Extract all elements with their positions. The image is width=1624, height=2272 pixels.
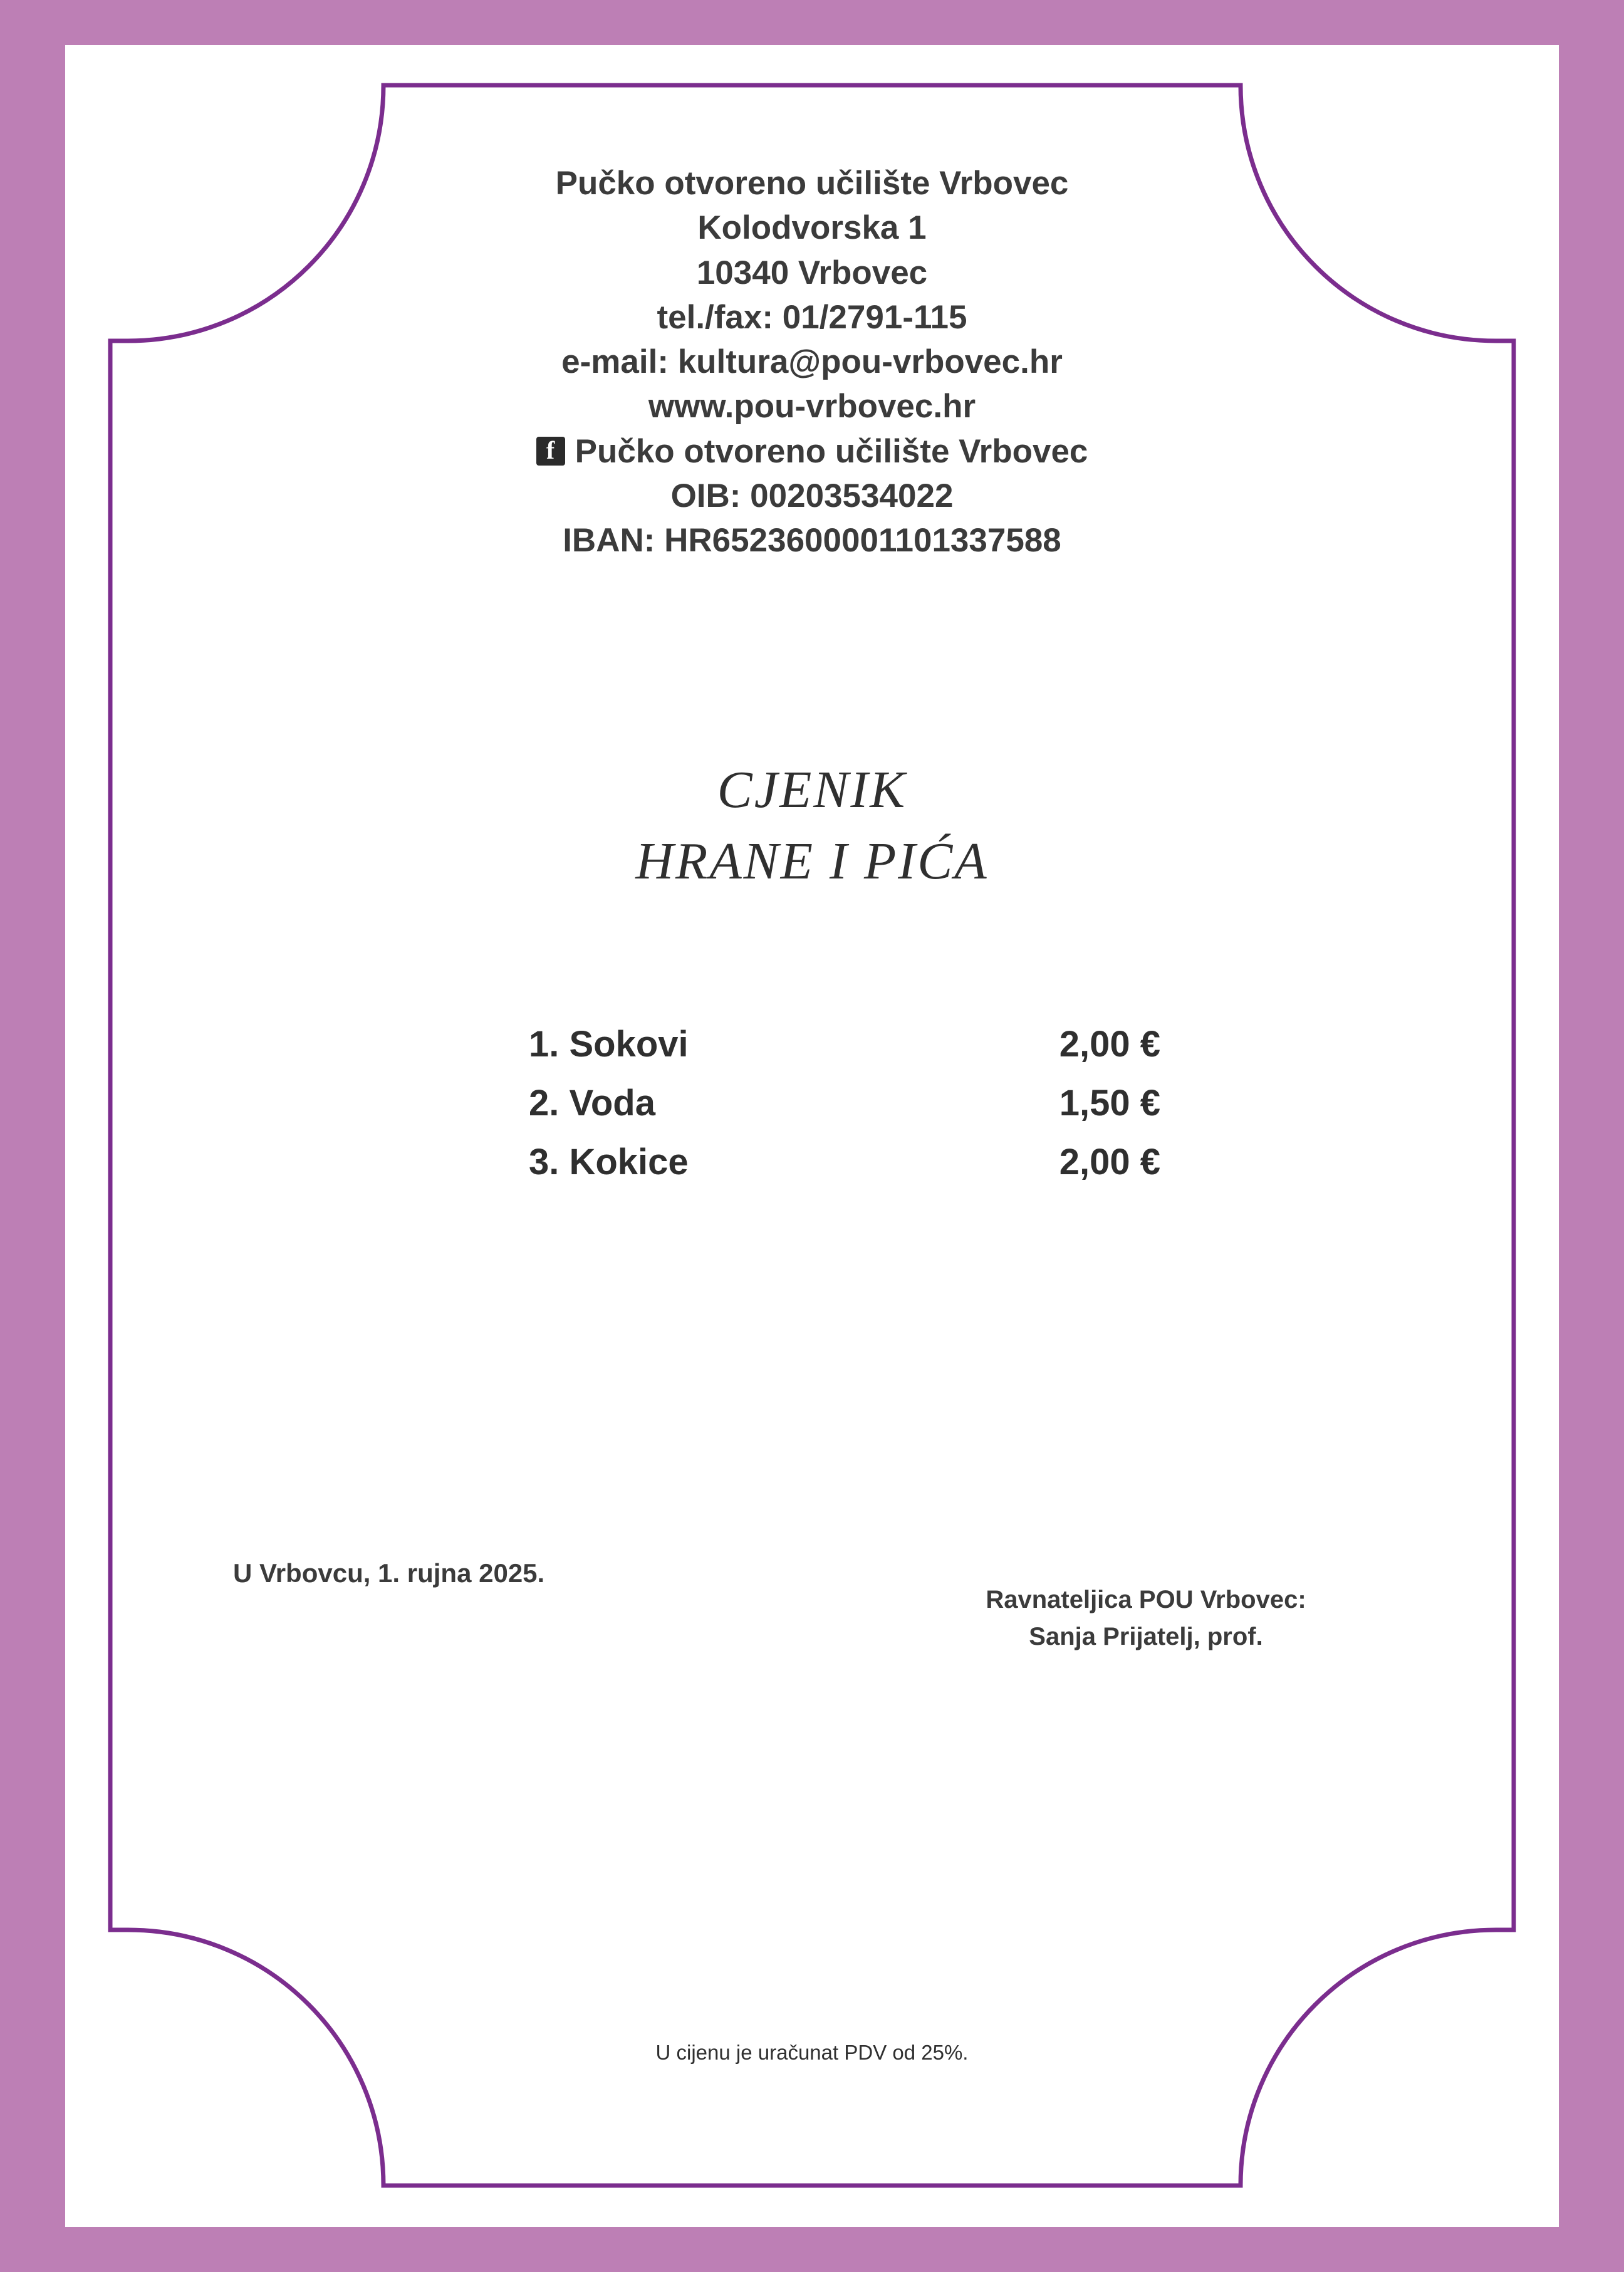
document-page [65, 45, 1559, 2227]
org-name: Pučko otvoreno učilište Vrbovec [555, 165, 1069, 202]
price-row [529, 1133, 1174, 1192]
facebook-page-name: Pučko otvoreno učilište Vrbovec [575, 432, 1088, 470]
org-email: e-mail: kultura@pou-vrbovec.hr [561, 343, 1063, 381]
vat-footnote: U cijenu je uračunat PDV od 25%. [655, 2041, 969, 2064]
org-street: Kolodvorska 1 [697, 209, 927, 247]
org-oib: OIB: 00203534022 [670, 477, 954, 514]
document-title [65, 754, 1559, 897]
price-item-name: 1. Sokovi [529, 1024, 689, 1065]
org-city: 10340 Vrbovec [696, 254, 928, 291]
price-item-value: 1,50 € [1059, 1082, 1160, 1123]
price-item-name: 3. Kokice [529, 1141, 689, 1182]
signature-block [952, 1582, 1340, 1655]
title-line-2: HRANE I PIĆA [635, 832, 989, 891]
price-item-value: 2,00 € [1059, 1141, 1160, 1182]
price-row [529, 1074, 1174, 1133]
price-item-name: 2. Voda [529, 1082, 655, 1123]
facebook-icon [536, 437, 565, 466]
price-list [529, 1015, 1174, 1192]
title-line-1: CJENIK [717, 761, 907, 819]
org-iban: IBAN: HR6523600001101337588 [563, 522, 1061, 560]
org-website: www.pou-vrbovec.hr [648, 388, 976, 425]
price-item-value: 2,00 € [1059, 1024, 1160, 1065]
place-and-date: U Vrbovcu, 1. rujna 2025. [233, 1558, 545, 1588]
signature-name: Sanja Prijatelj, prof. [1029, 1623, 1263, 1651]
signature-role: Ravnateljica POU Vrbovec: [986, 1586, 1306, 1613]
organization-header [65, 161, 1559, 563]
facebook-row [65, 429, 1559, 474]
price-row [529, 1015, 1174, 1074]
org-phone: tel./fax: 01/2791-115 [657, 298, 967, 336]
